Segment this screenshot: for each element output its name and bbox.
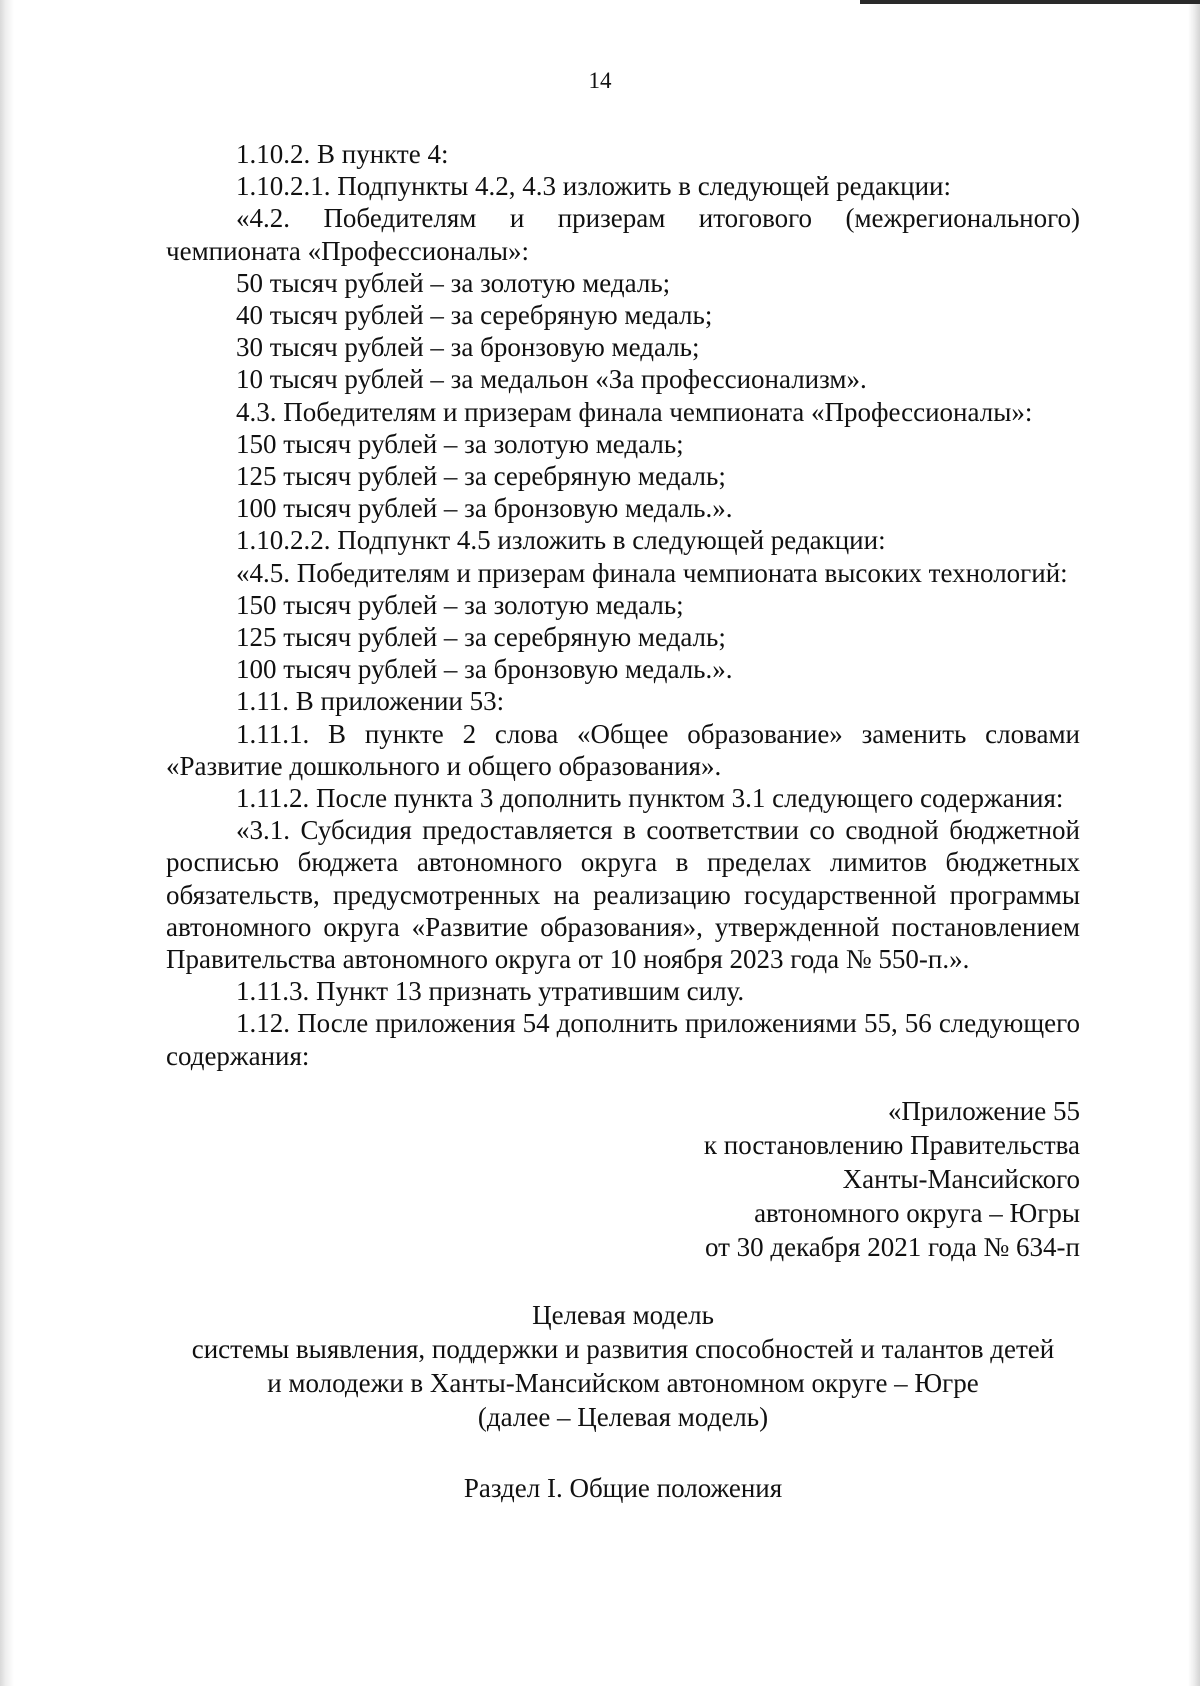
- scan-edge-top: [860, 0, 1200, 4]
- paragraph: 150 тысяч рублей – за золотую медаль;: [236, 428, 684, 459]
- paragraph: «4.2. Победителям и призерам итогового (межрегионального) чемпионата «Профессионалы»:: [166, 203, 1080, 266]
- appendix-block: [626, 1094, 1080, 1264]
- section-heading: Раздел I. Общие положения: [463, 1472, 783, 1503]
- paragraph: 100 тысяч рублей – за бронзовую медаль.».: [236, 654, 733, 685]
- paragraph: 10 тысяч рублей – за медальон «За профессионализм».: [236, 364, 867, 395]
- paragraph: 1.10.2.2. Подпункт 4.5 изложить в следующей редакции:: [236, 525, 886, 556]
- paragraph: 100 тысяч рублей – за бронзовую медаль.».: [236, 493, 733, 524]
- paragraph: 4.3. Победителям и призерам финала чемпионата «Профессионалы»:: [236, 396, 1033, 427]
- paragraph: «3.1. Субсидия предоставляется в соответствии со сводной бюджетной росписью бюджета автономного округа в пределах лимитов бюджетных обязательств, предусмотренных на реализацию государственной программы автономного округа «Развитие образования», утвержденной постановлением Правительства автономного округа от 10 ноября 2023 года № 550-п.».: [166, 815, 1080, 975]
- paragraph: 40 тысяч рублей – за серебряную медаль;: [236, 300, 713, 331]
- paragraph: 150 тысяч рублей – за золотую медаль;: [236, 589, 684, 620]
- appendix-line: Ханты-Мансийского: [842, 1163, 1080, 1194]
- paragraph: 50 тысяч рублей – за золотую медаль;: [236, 267, 671, 298]
- appendix-line: автономного округа – Югры: [754, 1197, 1080, 1228]
- heading-line: системы выявления, поддержки и развития способностей и талантов детей: [191, 1333, 1055, 1364]
- paragraph: 125 тысяч рублей – за серебряную медаль;: [236, 461, 726, 492]
- heading-line: и молодежи в Ханты-Мансийском автономном округе – Югре: [267, 1367, 979, 1398]
- appendix-line: от 30 декабря 2021 года № 634-п: [704, 1231, 1080, 1262]
- paragraph: 1.11. В приложении 53:: [236, 686, 505, 717]
- paragraph: 1.10.2. В пункте 4:: [236, 139, 449, 169]
- paragraph: 1.11.3. Пункт 13 признать утратившим силу.: [236, 976, 745, 1007]
- paragraph: 1.11.1. В пункте 2 слова «Общее образование» заменить словами «Развитие дошкольного и общего образования».: [166, 718, 1080, 781]
- paragraph: 125 тысяч рублей – за серебряную медаль;: [236, 622, 726, 653]
- paragraph: «4.5. Победителям и призерам финала чемпионата высоких технологий:: [236, 557, 1068, 588]
- page-number: 14: [588, 68, 612, 93]
- paragraph: 1.12. После приложения 54 дополнить приложениями 55, 56 следующего содержания:: [166, 1008, 1080, 1071]
- document-heading: [166, 1298, 1080, 1434]
- paragraph: 30 тысяч рублей – за бронзовую медаль;: [236, 332, 700, 363]
- paragraph: 1.11.2. После пункта 3 дополнить пунктом 3.1 следующего содержания:: [236, 783, 1064, 814]
- document-body: [166, 138, 1080, 1504]
- heading-title: Целевая модель: [532, 1299, 714, 1330]
- heading-line: (далее – Целевая модель): [477, 1401, 769, 1432]
- scan-edge-left: [0, 0, 14, 1686]
- appendix-line: к постановлению Правительства: [703, 1129, 1080, 1160]
- scan-edge-right: [1188, 0, 1200, 1686]
- paragraph: 1.10.2.1. Подпункты 4.2, 4.3 изложить в следующей редакции:: [236, 171, 951, 202]
- appendix-line: «Приложение 55: [887, 1095, 1080, 1126]
